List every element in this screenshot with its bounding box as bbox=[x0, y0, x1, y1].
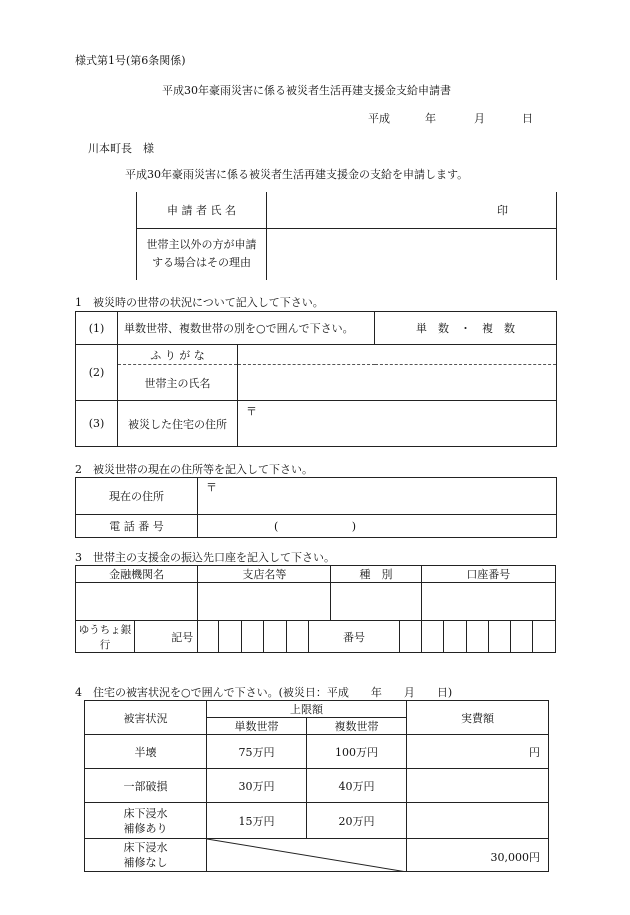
limit-multi: 100万円 bbox=[307, 735, 407, 769]
applicant-table bbox=[136, 192, 557, 280]
bango-box[interactable] bbox=[399, 621, 421, 653]
reason-field[interactable] bbox=[267, 228, 557, 280]
limit-not-applicable bbox=[207, 839, 407, 872]
bango-box[interactable] bbox=[488, 621, 510, 653]
status-flood-no-repair[interactable]: 床下浸水 補修なし bbox=[85, 839, 207, 872]
bango-box[interactable] bbox=[510, 621, 532, 653]
col-branch: 支店名等 bbox=[198, 566, 331, 583]
yucho-label: ゆうちょ銀行 bbox=[76, 621, 135, 653]
limit-single: 15万円 bbox=[207, 803, 307, 839]
row-3-number: (3) bbox=[76, 401, 118, 447]
row-1-number: (1) bbox=[76, 312, 118, 345]
section-1-heading: 1 被災時の世帯の状況について記入して下さい。 bbox=[75, 296, 324, 309]
kigo-box[interactable] bbox=[287, 621, 309, 653]
householder-name-label: 世帯主の氏名 bbox=[118, 365, 238, 401]
bango-box[interactable] bbox=[421, 621, 443, 653]
date-year: 年 bbox=[425, 112, 436, 125]
kigo-box[interactable] bbox=[242, 621, 264, 653]
status-hankai[interactable]: 半壊 bbox=[85, 735, 207, 769]
actual-amount-field[interactable]: 円 bbox=[407, 735, 549, 769]
bango-box[interactable] bbox=[466, 621, 488, 653]
kigo-box[interactable] bbox=[198, 621, 219, 653]
limit-multi: 20万円 bbox=[307, 803, 407, 839]
phone-label: 電 話 番 号 bbox=[76, 515, 198, 538]
current-address-field[interactable] bbox=[198, 478, 557, 515]
damaged-address-field[interactable] bbox=[238, 401, 557, 447]
col-account-number: 口座番号 bbox=[421, 566, 555, 583]
householder-name-field[interactable] bbox=[238, 365, 557, 401]
col-account-type: 種 別 bbox=[331, 566, 421, 583]
bango-box[interactable] bbox=[443, 621, 466, 653]
date-month: 月 bbox=[474, 112, 485, 125]
col-bank-name: 金融機関名 bbox=[76, 566, 198, 583]
header-multi: 複数世帯 bbox=[307, 718, 407, 735]
applicant-name-label: 申 請 者 氏 名 bbox=[137, 192, 267, 228]
postal-mark: 〒 bbox=[206, 481, 217, 494]
bank-name-field[interactable] bbox=[76, 583, 198, 621]
household-type-label: 単数世帯、複数世帯の別を○で囲んで下さい。 bbox=[118, 312, 375, 345]
addressee: 川本町長 様 bbox=[88, 142, 154, 155]
account-number-field[interactable] bbox=[421, 583, 555, 621]
bango-label: 番号 bbox=[309, 621, 399, 653]
status-flood-repair[interactable]: 床下浸水 補修あり bbox=[85, 803, 207, 839]
furigana-field[interactable] bbox=[238, 345, 557, 365]
applicant-name-field[interactable] bbox=[267, 192, 557, 228]
reason-label: 世帯主以外の方が申請 する場合はその理由 bbox=[137, 228, 267, 280]
diagonal-strike bbox=[207, 839, 407, 872]
section-3-table bbox=[75, 565, 556, 653]
account-type-field[interactable] bbox=[331, 583, 421, 621]
section-2-heading: 2 被災世帯の現在の住所等を記入して下さい。 bbox=[75, 463, 313, 476]
postal-mark: 〒 bbox=[246, 405, 257, 418]
actual-amount-field[interactable] bbox=[407, 803, 549, 839]
actual-amount-fixed: 30,000円 bbox=[407, 839, 549, 872]
kigo-box[interactable] bbox=[219, 621, 242, 653]
header-single: 単数世帯 bbox=[207, 718, 307, 735]
form-number: 様式第1号(第6条関係) bbox=[75, 54, 186, 67]
header-status: 被害状況 bbox=[85, 701, 207, 735]
limit-multi: 40万円 bbox=[307, 769, 407, 803]
section-4-heading: 4 住宅の被害状況を○で囲んで下さい。(被災日：平成 年 月 日) bbox=[75, 686, 453, 699]
bango-box[interactable] bbox=[532, 621, 555, 653]
section-3-heading: 3 世帯主の支援金の振込先口座を記入して下さい。 bbox=[75, 551, 335, 564]
row-2-number: (2) bbox=[76, 345, 118, 401]
intro-text: 平成30年豪雨災害に係る被災者生活再建支援金の支給を申請します。 bbox=[125, 168, 469, 181]
household-type-choice[interactable]: 単 数 ・ 複 数 bbox=[375, 312, 557, 345]
furigana-label: ふ り が な bbox=[118, 345, 238, 365]
date-era: 平成 bbox=[368, 112, 390, 125]
form-title: 平成30年豪雨災害に係る被災者生活再建支援金支給申請書 bbox=[162, 84, 451, 97]
section-2-table bbox=[75, 477, 557, 538]
date-day: 日 bbox=[522, 112, 533, 125]
section-4-table bbox=[84, 700, 549, 872]
header-limit: 上限額 bbox=[207, 701, 407, 718]
section-1-table bbox=[75, 311, 557, 447]
actual-amount-field[interactable] bbox=[407, 769, 549, 803]
status-partial[interactable]: 一部破損 bbox=[85, 769, 207, 803]
seal-mark: 印 bbox=[497, 203, 508, 217]
phone-paren-close: ) bbox=[351, 519, 357, 533]
branch-field[interactable] bbox=[198, 583, 331, 621]
kigo-label: 記号 bbox=[135, 621, 198, 653]
phone-paren-open: ( bbox=[274, 519, 279, 533]
header-actual: 実費額 bbox=[407, 701, 549, 735]
limit-single: 75万円 bbox=[207, 735, 307, 769]
damaged-address-label: 被災した住宅の住所 bbox=[118, 401, 238, 447]
current-address-label: 現在の住所 bbox=[76, 478, 198, 515]
kigo-box[interactable] bbox=[264, 621, 287, 653]
limit-single: 30万円 bbox=[207, 769, 307, 803]
phone-field[interactable] bbox=[198, 515, 557, 538]
